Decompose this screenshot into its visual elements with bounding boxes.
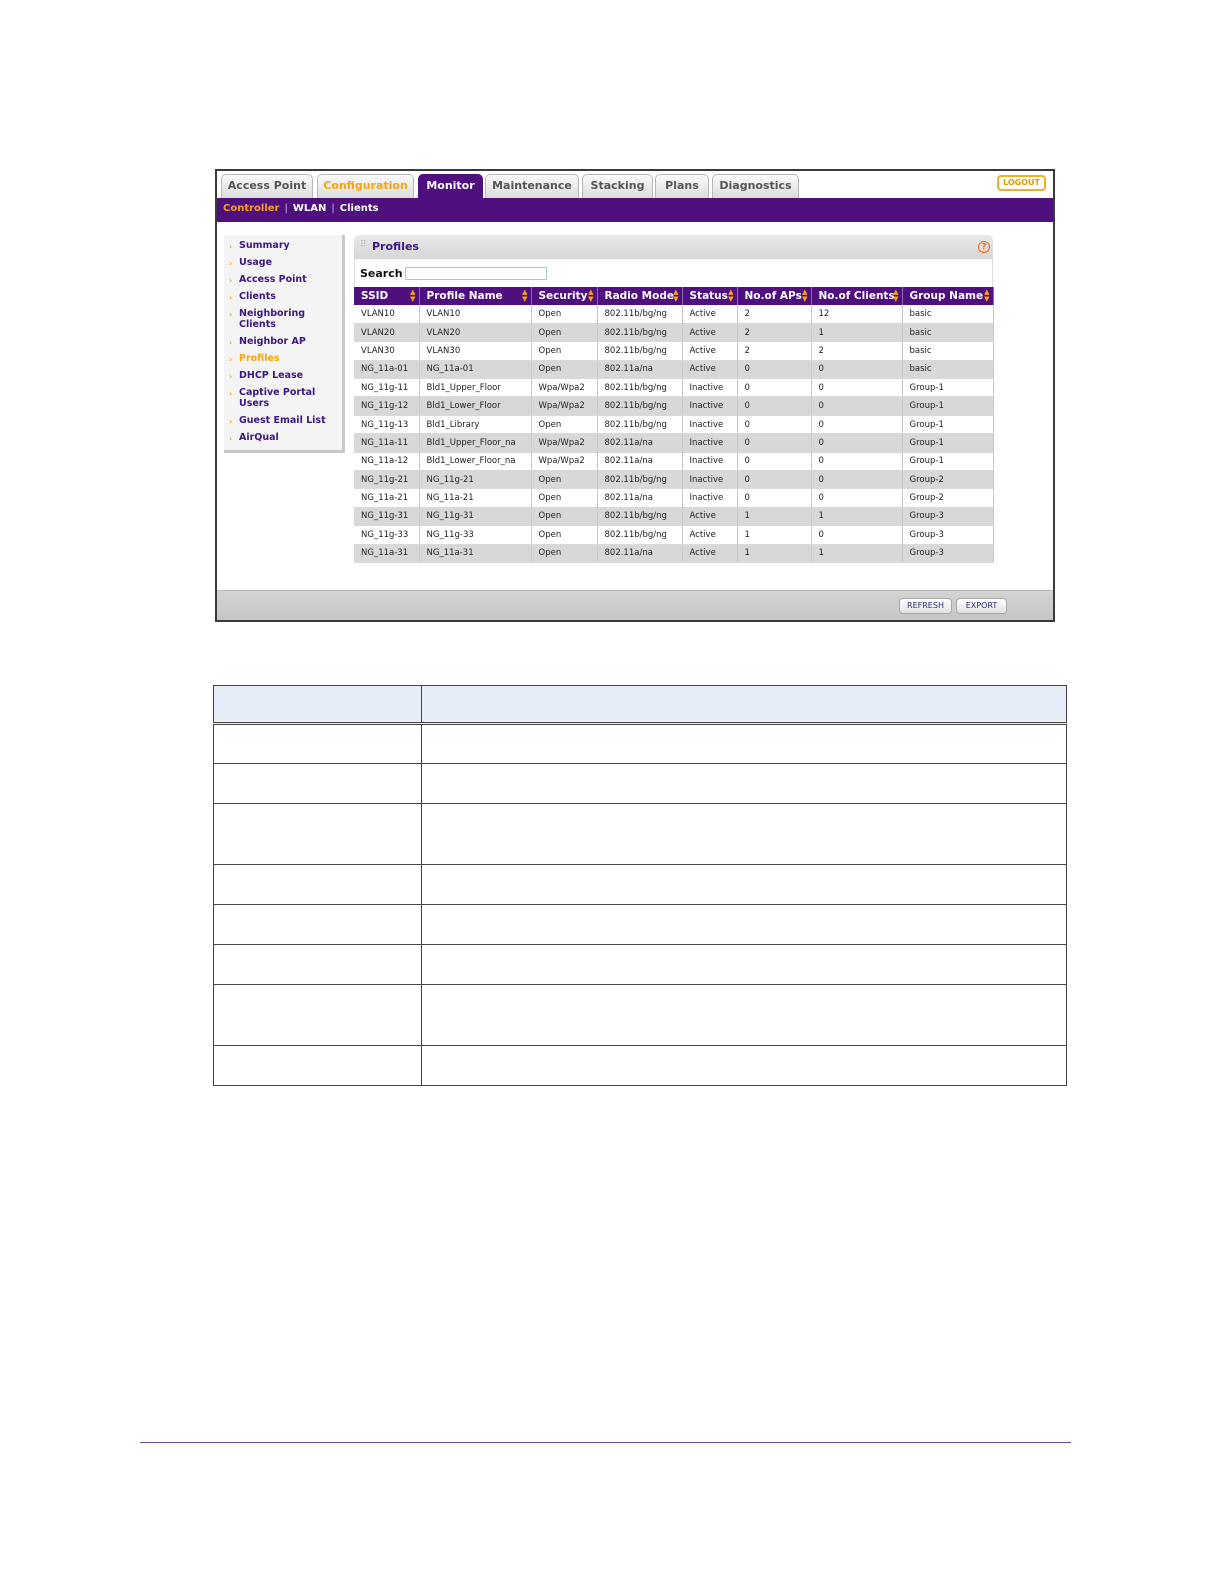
column-header-label: SSID: [361, 290, 389, 302]
refresh-button[interactable]: REFRESH: [899, 598, 952, 614]
sort-icon[interactable]: ▲ ▼: [410, 288, 416, 303]
table-cell: 0: [811, 379, 902, 397]
sidebar-item-label-line2: Clients: [239, 319, 276, 330]
drag-handle-icon: ⠿: [360, 240, 367, 250]
table-cell: NG_11a-31: [354, 544, 419, 562]
help-icon[interactable]: ?: [978, 241, 990, 253]
table-cell: Group-1: [902, 397, 993, 415]
sidebar-item-clients[interactable]: [224, 291, 342, 302]
column-header-ssid[interactable]: [354, 287, 419, 305]
table-cell: 802.11a/na: [597, 360, 682, 378]
tab-configuration[interactable]: Configuration: [317, 174, 414, 198]
table-cell: Group-3: [902, 507, 993, 525]
sort-icon[interactable]: ▲ ▼: [522, 288, 528, 303]
description-cell: [422, 985, 1067, 1046]
tab-monitor[interactable]: Monitor: [418, 174, 483, 198]
tab-plans[interactable]: Plans: [655, 174, 709, 198]
description-cell: [214, 764, 422, 804]
table-cell: Group-2: [902, 489, 993, 507]
table-cell: 0: [811, 434, 902, 452]
subnav-clients[interactable]: Clients: [339, 203, 379, 214]
table-cell: 802.11b/bg/ng: [597, 526, 682, 544]
table-row[interactable]: [354, 544, 993, 562]
table-row[interactable]: [354, 415, 993, 433]
sidebar-item-neighbor-ap[interactable]: [224, 336, 342, 347]
column-header-label: Status: [689, 290, 728, 302]
sidebar-item-label: Captive Portal: [239, 387, 316, 398]
description-table-body: [214, 724, 1067, 1086]
table-cell: NG_11a-31: [419, 544, 531, 562]
sub-navigation: [217, 198, 1053, 222]
tab-diagnostics[interactable]: Diagnostics: [712, 174, 799, 198]
table-cell: basic: [902, 342, 993, 360]
profiles-table-body: [354, 305, 993, 562]
sidebar-item-airqual[interactable]: [224, 432, 342, 443]
table-cell: NG_11g-13: [354, 415, 419, 433]
subnav-separator: |: [331, 203, 335, 214]
sidebar-item-usage[interactable]: [224, 257, 342, 268]
app-screenshot: [215, 169, 1055, 622]
table-cell: Open: [531, 544, 597, 562]
table-cell: basic: [902, 323, 993, 341]
column-header-radio-mode[interactable]: [597, 287, 682, 305]
description-row: [214, 804, 1067, 865]
column-header-no-of-aps[interactable]: [737, 287, 811, 305]
table-cell: Open: [531, 507, 597, 525]
table-cell: 1: [811, 323, 902, 341]
table-cell: NG_11g-11: [354, 379, 419, 397]
table-cell: VLAN10: [419, 305, 531, 323]
column-header-group-name[interactable]: [902, 287, 993, 305]
table-cell: 0: [811, 471, 902, 489]
sort-icon[interactable]: ▲ ▼: [588, 288, 594, 303]
table-cell: NG_11g-33: [354, 526, 419, 544]
sidebar-item-neighboring-clients[interactable]: [224, 308, 342, 330]
description-row: [214, 865, 1067, 905]
column-header-status[interactable]: [682, 287, 737, 305]
profiles-panel: [354, 235, 993, 565]
description-cell: [214, 804, 422, 865]
description-cell: [214, 724, 422, 764]
table-cell: 0: [811, 489, 902, 507]
table-cell: NG_11g-31: [354, 507, 419, 525]
tab-access-point[interactable]: Access Point: [221, 174, 313, 198]
search-label: Search: [360, 267, 403, 280]
table-cell: 0: [737, 379, 811, 397]
description-cell: [214, 865, 422, 905]
column-header-label: Group Name: [909, 290, 984, 302]
column-header-label: No.of APs: [744, 290, 802, 302]
table-cell: 12: [811, 305, 902, 323]
description-row: [214, 764, 1067, 804]
description-cell: [214, 905, 422, 945]
subnav-separator: |: [284, 203, 288, 214]
sort-icon[interactable]: ▲ ▼: [728, 288, 734, 303]
table-cell: NG_11a-01: [354, 360, 419, 378]
table-cell: 0: [737, 452, 811, 470]
table-cell: basic: [902, 305, 993, 323]
table-cell: Open: [531, 342, 597, 360]
table-cell: Bld1_Library: [419, 415, 531, 433]
header-cell: [214, 686, 422, 724]
table-cell: NG_11g-33: [419, 526, 531, 544]
table-cell: Group-1: [902, 452, 993, 470]
sort-icon[interactable]: ▲ ▼: [673, 288, 679, 303]
table-cell: Wpa/Wpa2: [531, 434, 597, 452]
table-cell: 802.11a/na: [597, 434, 682, 452]
table-cell: Inactive: [682, 489, 737, 507]
table-cell: NG_11g-12: [354, 397, 419, 415]
table-cell: Wpa/Wpa2: [531, 379, 597, 397]
table-cell: 0: [811, 360, 902, 378]
chevron-right-icon: ›: [229, 389, 233, 398]
description-cell: [422, 905, 1067, 945]
table-cell: NG_11a-11: [354, 434, 419, 452]
table-cell: Open: [531, 489, 597, 507]
sort-icon[interactable]: ▲ ▼: [984, 288, 990, 303]
sidebar-item-profiles[interactable]: [224, 353, 342, 364]
table-cell: VLAN20: [419, 323, 531, 341]
table-row[interactable]: [354, 507, 993, 525]
table-cell: 0: [737, 415, 811, 433]
tab-stacking[interactable]: Stacking: [582, 174, 653, 198]
main-tab-bar: [217, 171, 1053, 198]
logout-button[interactable]: LOGOUT: [997, 175, 1046, 191]
table-row[interactable]: [354, 397, 993, 415]
table-cell: Bld1_Lower_Floor_na: [419, 452, 531, 470]
table-cell: Bld1_Upper_Floor_na: [419, 434, 531, 452]
profiles-table: [354, 287, 994, 563]
chevron-right-icon: ›: [229, 355, 233, 364]
table-cell: 0: [811, 452, 902, 470]
table-header-row: [354, 287, 993, 305]
table-row[interactable]: [354, 360, 993, 378]
column-header-label: No.of Clients: [818, 290, 895, 302]
table-cell: Wpa/Wpa2: [531, 397, 597, 415]
table-cell: 802.11a/na: [597, 452, 682, 470]
table-cell: 0: [737, 489, 811, 507]
table-cell: Group-2: [902, 471, 993, 489]
table-cell: Inactive: [682, 379, 737, 397]
sidebar-item-access-point[interactable]: [224, 274, 342, 285]
table-cell: 802.11b/bg/ng: [597, 507, 682, 525]
description-row: [214, 724, 1067, 764]
table-cell: basic: [902, 360, 993, 378]
table-cell: 2: [737, 342, 811, 360]
table-cell: VLAN20: [354, 323, 419, 341]
table-cell: 1: [811, 544, 902, 562]
table-row[interactable]: [354, 379, 993, 397]
table-cell: 0: [811, 526, 902, 544]
table-cell: 802.11b/bg/ng: [597, 415, 682, 433]
table-cell: Bld1_Upper_Floor: [419, 379, 531, 397]
export-button[interactable]: EXPORT: [956, 598, 1007, 614]
description-cell: [422, 945, 1067, 985]
table-cell: 1: [737, 526, 811, 544]
column-header-label: Profile Name: [426, 290, 503, 302]
table-cell: NG_11a-21: [419, 489, 531, 507]
table-cell: Open: [531, 305, 597, 323]
sidebar-item-label: Guest Email List: [239, 415, 326, 426]
sidebar-item-label: Access Point: [239, 274, 307, 285]
description-row: [214, 945, 1067, 985]
table-cell: Inactive: [682, 397, 737, 415]
chevron-right-icon: ›: [229, 293, 233, 302]
chevron-right-icon: ›: [229, 372, 233, 381]
description-cell: [422, 804, 1067, 865]
table-cell: Active: [682, 526, 737, 544]
table-cell: 0: [737, 471, 811, 489]
description-table: [213, 685, 1067, 1086]
table-row[interactable]: [354, 434, 993, 452]
column-header-no-of-clients[interactable]: [811, 287, 902, 305]
table-cell: 1: [737, 544, 811, 562]
table-cell: Active: [682, 305, 737, 323]
sidebar-item-guest-email-list[interactable]: [224, 415, 342, 426]
table-cell: Group-1: [902, 379, 993, 397]
table-cell: Active: [682, 342, 737, 360]
description-row: [214, 905, 1067, 945]
description-cell: [422, 724, 1067, 764]
table-cell: 1: [737, 507, 811, 525]
sidebar-item-label: Clients: [239, 291, 276, 302]
table-cell: 802.11b/bg/ng: [597, 305, 682, 323]
chevron-right-icon: ›: [229, 310, 233, 319]
table-cell: NG_11g-21: [354, 471, 419, 489]
table-cell: Active: [682, 507, 737, 525]
table-cell: 802.11b/bg/ng: [597, 471, 682, 489]
description-cell: [422, 1046, 1067, 1086]
sidebar-item-label: DHCP Lease: [239, 370, 304, 381]
table-cell: 2: [737, 323, 811, 341]
sidebar-item-summary[interactable]: [224, 240, 342, 251]
panel-header: [354, 235, 993, 259]
sidebar-item-label: Usage: [239, 257, 273, 268]
table-cell: Active: [682, 323, 737, 341]
description-cell: [214, 945, 422, 985]
subnav-controller[interactable]: Controller: [223, 203, 280, 214]
sidebar-item-captive-portal-users[interactable]: [224, 387, 342, 409]
sidebar-item-label: Neighbor AP: [239, 336, 306, 347]
table-cell: VLAN30: [354, 342, 419, 360]
sidebar-item-dhcp-lease[interactable]: [224, 370, 342, 381]
table-row[interactable]: [354, 452, 993, 470]
table-cell: Group-3: [902, 544, 993, 562]
table-cell: 802.11a/na: [597, 489, 682, 507]
chevron-right-icon: ›: [229, 259, 233, 268]
table-cell: Inactive: [682, 434, 737, 452]
table-cell: 0: [811, 397, 902, 415]
table-cell: Active: [682, 360, 737, 378]
table-row[interactable]: [354, 489, 993, 507]
table-row[interactable]: [354, 323, 993, 341]
description-table-header: [214, 686, 1067, 724]
table-cell: Inactive: [682, 415, 737, 433]
table-cell: Bld1_Lower_Floor: [419, 397, 531, 415]
table-cell: 802.11b/bg/ng: [597, 379, 682, 397]
table-cell: 2: [811, 342, 902, 360]
search-input[interactable]: [405, 267, 547, 280]
tab-maintenance[interactable]: Maintenance: [485, 174, 579, 198]
table-cell: Open: [531, 526, 597, 544]
sort-icon[interactable]: ▲ ▼: [802, 288, 808, 303]
sidebar-item-label: Profiles: [239, 353, 280, 364]
table-cell: Open: [531, 471, 597, 489]
table-cell: NG_11a-12: [354, 452, 419, 470]
table-cell: Open: [531, 360, 597, 378]
table-cell: 802.11b/bg/ng: [597, 397, 682, 415]
column-header-security[interactable]: [531, 287, 597, 305]
header-cell: [422, 686, 1067, 724]
table-cell: NG_11a-01: [419, 360, 531, 378]
table-cell: Group-3: [902, 526, 993, 544]
table-cell: 0: [811, 415, 902, 433]
table-cell: NG_11a-21: [354, 489, 419, 507]
description-row: [214, 1046, 1067, 1086]
table-cell: 2: [737, 305, 811, 323]
page-footer-rule: [140, 1442, 1071, 1443]
sidebar-menu: [224, 235, 345, 453]
search-row: [354, 259, 993, 287]
table-cell: 0: [737, 360, 811, 378]
table-cell: 1: [811, 507, 902, 525]
footer-bar: [217, 590, 1053, 622]
table-row[interactable]: [354, 342, 993, 360]
table-cell: Inactive: [682, 471, 737, 489]
table-row[interactable]: [354, 471, 993, 489]
sidebar-item-label: Neighboring: [239, 308, 306, 319]
column-header-label: Security: [538, 290, 588, 302]
column-header-profile-name[interactable]: [419, 287, 531, 305]
table-cell: 802.11b/bg/ng: [597, 342, 682, 360]
sidebar-item-label-line2: Users: [239, 398, 270, 409]
table-cell: Active: [682, 544, 737, 562]
description-cell: [214, 1046, 422, 1086]
description-cell: [422, 865, 1067, 905]
chevron-right-icon: ›: [229, 338, 233, 347]
table-cell: Inactive: [682, 452, 737, 470]
table-cell: NG_11g-31: [419, 507, 531, 525]
description-cell: [422, 764, 1067, 804]
table-cell: VLAN30: [419, 342, 531, 360]
description-row: [214, 985, 1067, 1046]
chevron-right-icon: ›: [229, 417, 233, 426]
main-content: [217, 222, 1053, 590]
chevron-right-icon: ›: [229, 276, 233, 285]
table-row[interactable]: [354, 526, 993, 544]
table-cell: NG_11g-21: [419, 471, 531, 489]
table-cell: Group-1: [902, 434, 993, 452]
table-cell: VLAN10: [354, 305, 419, 323]
table-cell: Open: [531, 323, 597, 341]
table-cell: 802.11b/bg/ng: [597, 323, 682, 341]
table-cell: Group-1: [902, 415, 993, 433]
description-cell: [214, 985, 422, 1046]
column-header-label: Radio Mode: [604, 290, 674, 302]
table-cell: Wpa/Wpa2: [531, 452, 597, 470]
subnav-wlan[interactable]: WLAN: [292, 203, 327, 214]
chevron-right-icon: ›: [229, 242, 233, 251]
chevron-right-icon: ›: [229, 434, 233, 443]
panel-title: Profiles: [372, 240, 419, 253]
sort-icon[interactable]: ▲ ▼: [893, 288, 899, 303]
table-row[interactable]: [354, 305, 993, 323]
sidebar-item-label: AirQual: [239, 432, 279, 443]
table-cell: 0: [737, 434, 811, 452]
table-cell: 802.11a/na: [597, 544, 682, 562]
table-cell: 0: [737, 397, 811, 415]
sidebar-item-label: Summary: [239, 240, 290, 251]
table-cell: Open: [531, 415, 597, 433]
